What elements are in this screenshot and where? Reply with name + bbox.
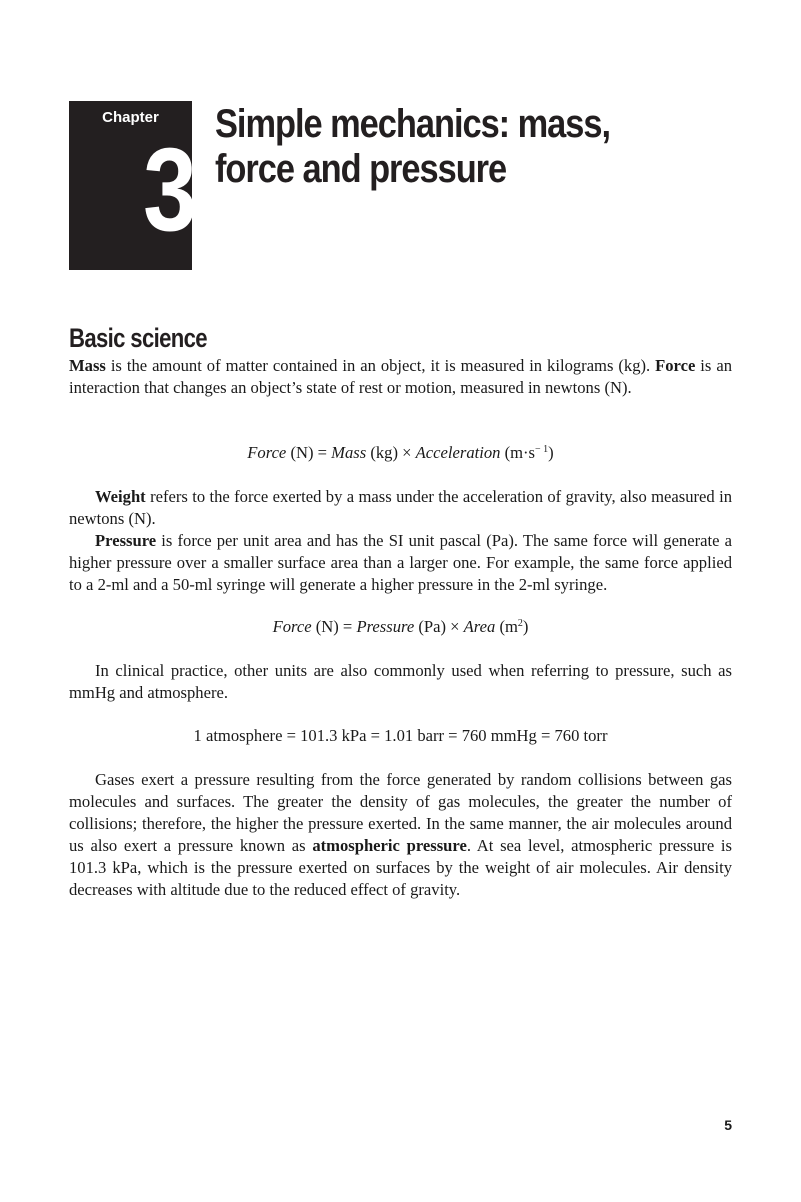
paragraph-clinical-units: In clinical practice, other units are also commonly used when referring to pressure, such as mmHg and atmosphere. (69, 661, 732, 702)
paragraph-gases: Gases exert a pressure resulting from the force generated by random collisions between gas molecules and surfaces. The greater the density of gas molecules, the greater the number of collisions; therefore, the higher the pressure exerted. In the same manner, the air molecules around us also exert a pressure known as atmospheric pressure. At sea level, atmospheric pressure is 101.3 kPa, which is the pressure exerted on surfaces by the weight of air molecules. Air density decreases with altitude due to the reduced effect of gravity. (69, 770, 732, 899)
chapter-label: Chapter (102, 109, 159, 126)
paragraph-mass-force: Mass is the amount of matter contained in an object, it is measured in kilograms (kg). Force is an interaction that changes an object’s state of rest or motion, measured in newtons (N). (69, 356, 732, 397)
term-weight: Weight (95, 487, 146, 506)
paragraph-weight: Weight refers to the force exerted by a mass under the acceleration of gravity, also measured in newtons (N). (69, 487, 732, 528)
section-heading: Basic science (69, 323, 207, 353)
term-force: Force (655, 356, 696, 375)
equation-atmosphere: 1 atmosphere = 101.3 kPa = 1.01 barr = 760 mmHg = 760 torr (193, 726, 608, 745)
equation-force-mass: Force (N) = Mass (kg) × Acceleration $(m\cdot s^{- 1})$ (247, 443, 554, 462)
term-pressure: Pressure (95, 531, 157, 550)
term-atmospheric-pressure: atmospheric pressure (312, 836, 467, 855)
page-number: 5 (724, 1117, 732, 1133)
paragraph-weight-pressure (69, 486, 732, 596)
chapter-title-line-2: force and pressure (215, 147, 507, 191)
equation-force-pressure: Force (N) = Pressure (Pa) × Area $(m^2)$ (272, 617, 529, 636)
term-mass: Mass (69, 356, 106, 375)
chapter-title-line-1: Simple mechanics: mass, (215, 102, 610, 146)
chapter-number: 3 (143, 124, 194, 256)
chapter-box (69, 101, 192, 270)
paragraph-pressure: Pressure is force per unit area and has the SI unit pascal (Pa). The same force will generate a higher pressure over a smaller surface area than a larger one. For example, the same force applied to a 2-ml and a 50-ml syringe will generate a higher pressure in the 2-ml syringe. (69, 531, 732, 594)
chapter-title (215, 102, 662, 192)
